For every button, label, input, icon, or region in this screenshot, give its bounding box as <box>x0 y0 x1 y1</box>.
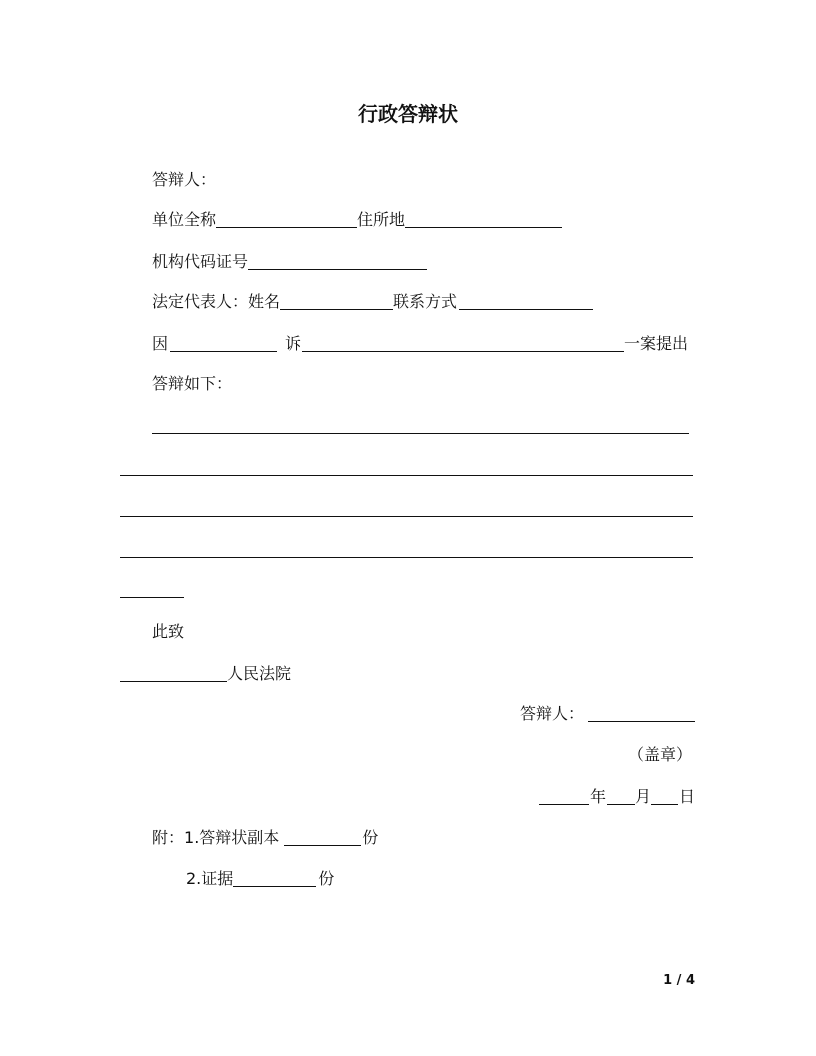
signature-blank <box>588 721 695 722</box>
org-code-blank <box>248 269 427 270</box>
attachments-label: 附： <box>152 828 185 847</box>
attachment-item <box>186 868 334 890</box>
respondent-heading: 答辩人： <box>152 170 217 189</box>
court-line <box>120 663 291 685</box>
defense-blank-line <box>152 433 689 434</box>
case-line <box>152 333 688 355</box>
signature-line <box>520 703 695 725</box>
year-label: 年 <box>589 787 606 806</box>
legal-rep-line <box>152 291 593 313</box>
month-label: 月 <box>634 787 651 806</box>
signature-label: 答辩人： <box>519 704 584 723</box>
legal-rep-name-blank <box>280 309 393 310</box>
org-code-line <box>152 251 427 273</box>
attachment-name: 2.证据 <box>186 869 234 888</box>
day-label: 日 <box>678 787 695 806</box>
salutation: 此致 <box>152 622 185 641</box>
day-blank <box>651 804 678 805</box>
defendant-blank <box>302 351 624 352</box>
defense-intro: 答辩如下： <box>152 374 233 393</box>
address-label: 住所地 <box>357 210 406 229</box>
month-blank <box>607 804 635 805</box>
case-sue-label: 诉 <box>285 334 302 353</box>
attachment-count-blank <box>284 845 361 846</box>
legal-rep-label: 法定代表人：姓名 <box>152 292 281 311</box>
contact-blank <box>459 309 593 310</box>
case-suffix: 一案提出 <box>624 334 689 353</box>
plaintiff-blank <box>170 351 277 352</box>
attachment-unit: 份 <box>318 869 335 888</box>
seal-note: （盖章） <box>627 745 692 764</box>
org-code-label: 机构代码证号 <box>152 252 249 271</box>
document-title: 行政答辩状 <box>358 102 458 126</box>
year-blank <box>539 804 589 805</box>
attachment-unit: 份 <box>362 828 379 847</box>
address-blank <box>405 227 562 228</box>
unit-name-label: 单位全称 <box>152 210 217 229</box>
date-line <box>539 786 695 808</box>
case-prefix: 因 <box>152 334 169 353</box>
defense-blank-line <box>120 557 693 558</box>
attachment-item <box>152 827 378 849</box>
court-suffix: 人民法院 <box>227 664 292 683</box>
attachment-count-blank <box>233 886 316 887</box>
unit-name-blank <box>216 227 357 228</box>
contact-label: 联系方式 <box>393 292 458 311</box>
page-number: 1 / 4 <box>663 973 695 988</box>
unit-info-line <box>152 209 562 231</box>
court-name-blank <box>120 681 227 682</box>
attachment-name: 1.答辩状副本 <box>184 828 280 847</box>
defense-blank-line <box>120 516 693 517</box>
defense-blank-line <box>120 597 184 598</box>
defense-blank-line <box>120 475 693 476</box>
